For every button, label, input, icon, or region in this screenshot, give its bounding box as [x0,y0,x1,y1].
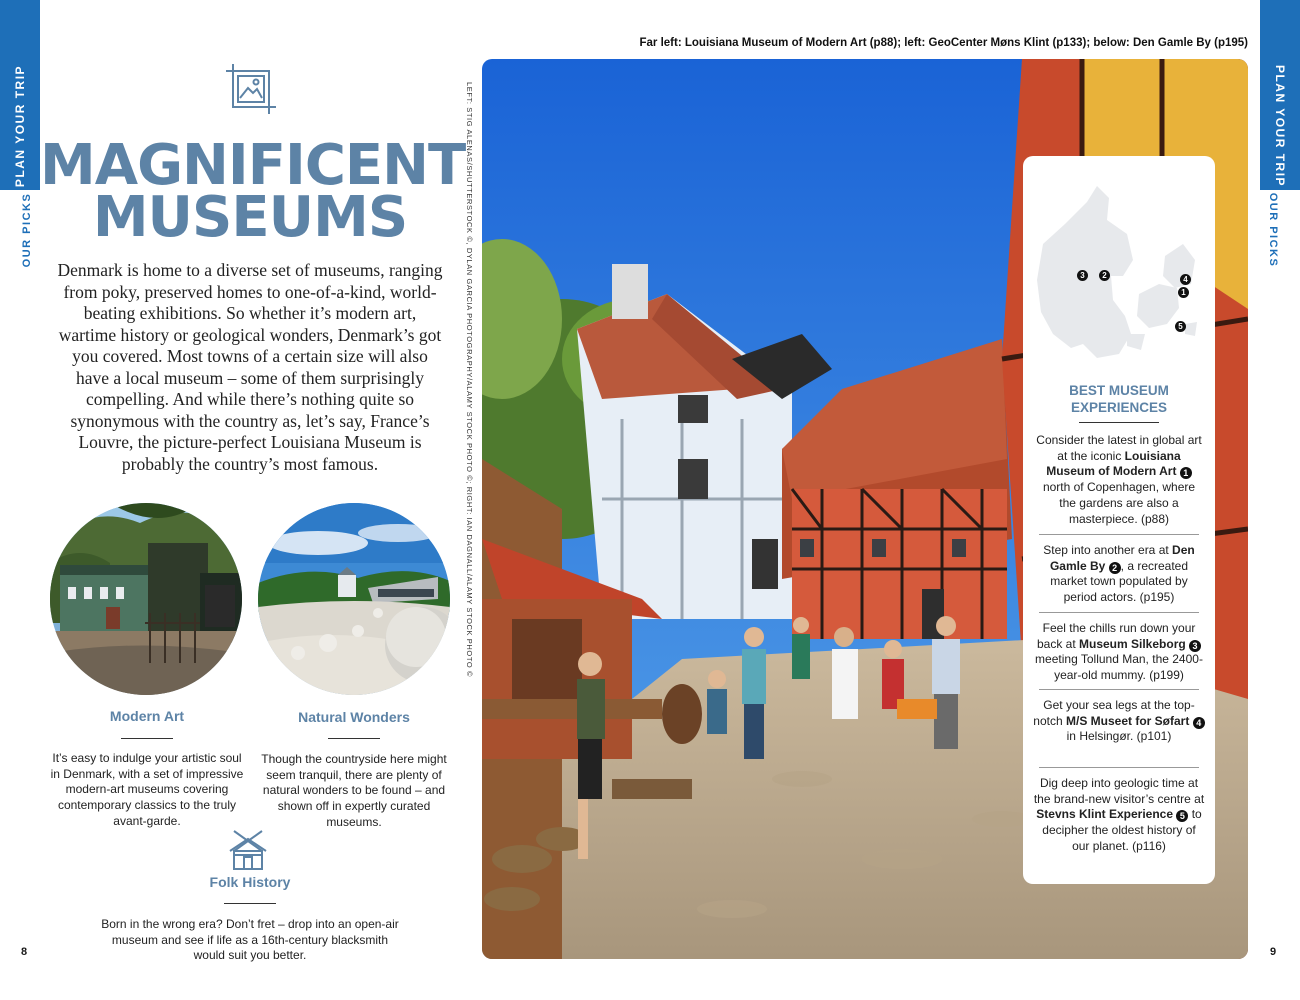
panel-title [1023,382,1215,416]
panel-title-line-1: BEST MUSEUM [1069,383,1169,398]
divider [224,903,276,904]
section-label-right: OUR PICKS [1267,192,1279,268]
divider [1039,612,1199,613]
photo-credit: LEFT: STIG ALENAS/SHUTTERSTOCK ©, DYLAN GARCIA PHOTOGRAPHY/ALAMY STOCK PHOTO ©; RIGHT: IAN DAGNALL/ALAMY STOCK PHOTO © [465,82,474,678]
feature-text-natural-wonders: Though the countryside here might seem tranquil, there are plenty of natural wonders to be found – and shown off in expertly curated museums. [261,752,447,829]
map-marker: 2 [1099,270,1110,281]
divider [328,738,380,739]
number-badge: 3 [1189,640,1201,652]
side-tab-right [1260,0,1300,190]
side-tab-label: PLAN YOUR TRIP [1273,64,1287,188]
pick-item: Dig deep into geologic time at the brand-new visitor’s centre at Stevns Klint Experience 5 to decipher the oldest history of our planet. (p116) [1033,776,1205,853]
divider [1079,422,1159,423]
modern-art-photo [50,503,242,695]
denmark-map [1035,184,1203,364]
pick-item: Step into another era at Den Gamle By 2 , a recreated market town populated by period actors. (p195) [1043,543,1195,605]
feature-title-folk-history: Folk History [209,874,291,890]
pick-item: Get your sea legs at the top-notch M/S Museet for Søfart 4 in Helsingør. (p101) [1033,698,1205,745]
feature-title-modern-art: Modern Art [109,708,185,724]
pick-item: Feel the chills run down your back at Museum Silkeborg 3 meeting Tollund Man, the 2400-year-old mummy. (p199) [1035,621,1203,683]
side-tab-label: PLAN YOUR TRIP [13,64,27,188]
picture-frame-icon [224,63,278,115]
page-title-line-1: MAGNIFICENT [40,133,466,198]
map-marker: 5 [1175,321,1186,332]
divider [1039,689,1199,690]
number-badge: 1 [1180,467,1192,479]
natural-wonders-photo [258,503,450,695]
folk-house-icon [226,829,270,871]
feature-text-folk-history: Born in the wrong era? Don’t fret – drop into an open-air museum and see if life as a 16th-century blacksmith would suit you better. [101,917,399,963]
map-marker: 3 [1077,270,1088,281]
intro-paragraph: Denmark is home to a diverse set of museums, ranging from poky, preserved homes to one-of-a-kind, world-beating exhibitions. So whether it’s modern art, wartime history or geological wonders, Denmark’s got you covered. Most towns of a certain size will also have a local museum – some of them surprisingly compelling. And while there’s nothing quite so synonymous with the country as, let’s say, France’s Louvre, the picture-perfect Louisiana Museum is probably the country’s most famous. [57,260,443,474]
divider [121,738,173,739]
feature-text-modern-art: It’s easy to indulge your artistic soul in Denmark, with a set of impressive modern-art museums covering contemporary classics to the truly avant-garde. [50,751,244,828]
number-badge: 5 [1176,810,1188,822]
map-marker: 1 [1178,287,1189,298]
page-number-left: 8 [21,946,28,958]
page-number-right: 9 [1270,946,1277,958]
number-badge: 2 [1109,562,1121,574]
pick-item: Consider the latest in global art at the iconic Louisiana Museum of Modern Art 1 north of Copenhagen, where the gardens are also a masterpiece. (p88) [1036,433,1202,526]
map-marker: 4 [1180,274,1191,285]
feature-title-natural-wonders: Natural Wonders [298,709,410,725]
divider [1039,534,1199,535]
page-title-line-2: MUSEUMS [92,185,408,250]
section-label-left: OUR PICKS [21,192,33,268]
panel-title-line-2: EXPERIENCES [1070,400,1168,415]
number-badge: 4 [1193,717,1205,729]
best-museum-panel [1023,156,1215,884]
photo-caption: Far left: Louisiana Museum of Modern Art (p88); left: GeoCenter Møns Klint (p133); below: Den Gamle By (p195) [639,37,1248,49]
side-tab-left [0,0,40,190]
divider [1039,767,1199,768]
